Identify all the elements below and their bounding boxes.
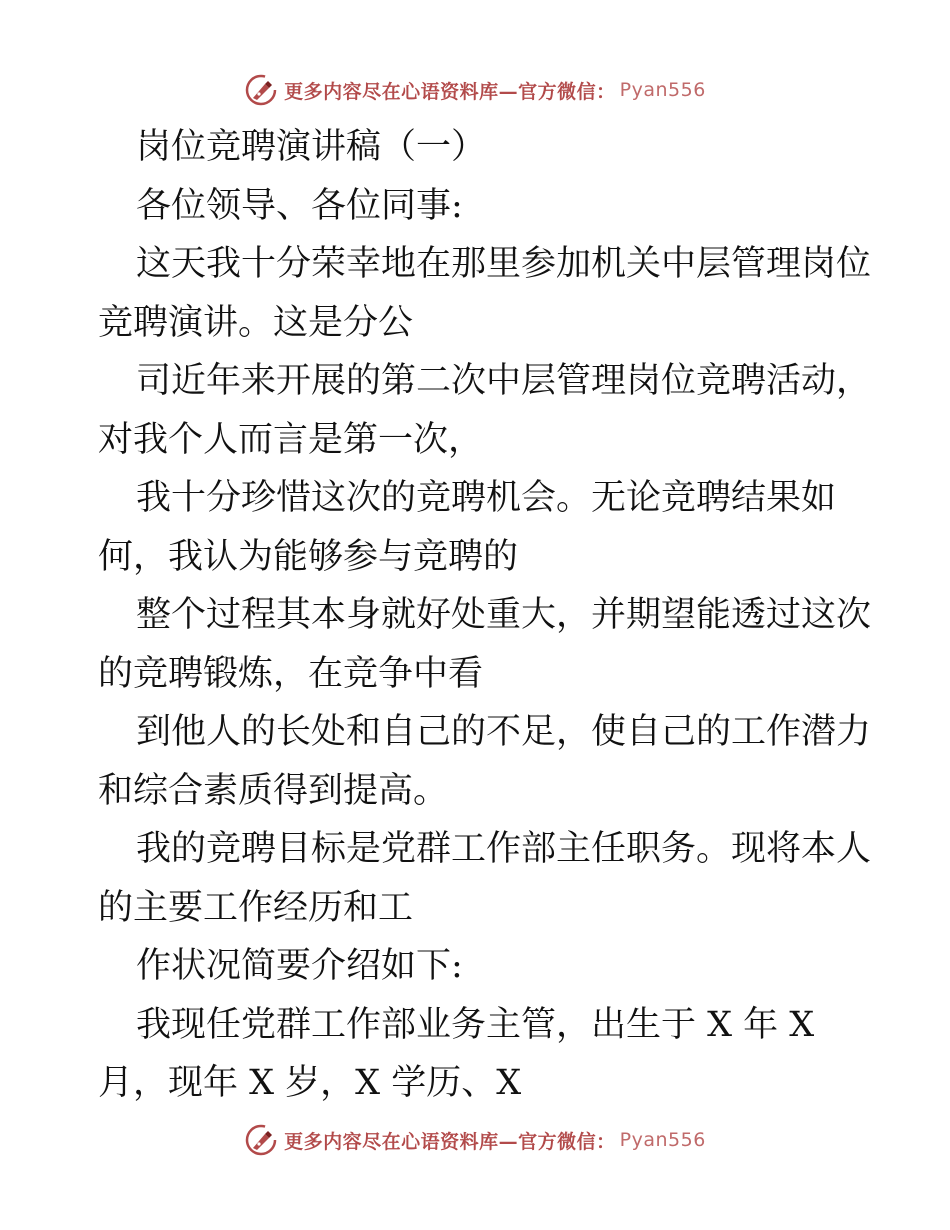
footer-banner <box>0 1120 950 1160</box>
header-banner <box>0 70 950 110</box>
paragraph-line: 我现任党群工作部业务主管，出生于 X 年 X <box>136 1004 815 1045</box>
pen-nib-logo-icon <box>244 73 278 107</box>
paragraph-line: 整个过程其本身就好处重大，并期望能透过这次 <box>136 595 872 635</box>
paragraph-line: 作状况简要介绍如下: <box>136 946 463 986</box>
footer-wechat-id: Pyan556 <box>619 1129 706 1151</box>
paragraph-line: 我十分珍惜这次的竞聘机会。无论竞聘结果如 <box>136 478 837 518</box>
paragraph-line: 的竞聘锻炼，在竞争中看 <box>98 653 484 694</box>
paragraph-line: 的主要工作经历和工 <box>98 887 414 928</box>
paragraph-line: 各位领导、各位同事: <box>136 185 463 226</box>
paragraph-line: 竞聘演讲。这是分公 <box>98 302 414 343</box>
document-body <box>98 118 872 1113</box>
paragraph-line: 对我个人而言是第一次， <box>98 419 484 460</box>
paragraph-line: 这天我十分荣幸地在那里参加机关中层管理岗位 <box>136 244 872 284</box>
header-site-text: 更多内容尽在心语资料库—官方微信： <box>284 80 616 103</box>
paragraph-line: 何，我认为能够参与竞聘的 <box>98 536 519 577</box>
paragraph-line: 岗位竞聘演讲稿（一） <box>136 127 487 167</box>
paragraph-line: 到他人的长处和自己的不足，使自己的工作潜力 <box>136 712 872 752</box>
paragraph-line: 司近年来开展的第二次中层管理岗位竞聘活动， <box>136 361 872 401</box>
header-wechat-id: Pyan556 <box>619 79 706 101</box>
paragraph-line: 和综合素质得到提高。 <box>98 770 449 811</box>
footer-site-text: 更多内容尽在心语资料库—官方微信： <box>284 1130 616 1153</box>
paragraph-line: 我的竞聘目标是党群工作部主任职务。现将本人 <box>136 829 872 869</box>
pen-nib-logo-icon <box>244 1123 278 1157</box>
paragraph-line: 月，现年 X 岁，X 学历、X <box>98 1063 522 1103</box>
